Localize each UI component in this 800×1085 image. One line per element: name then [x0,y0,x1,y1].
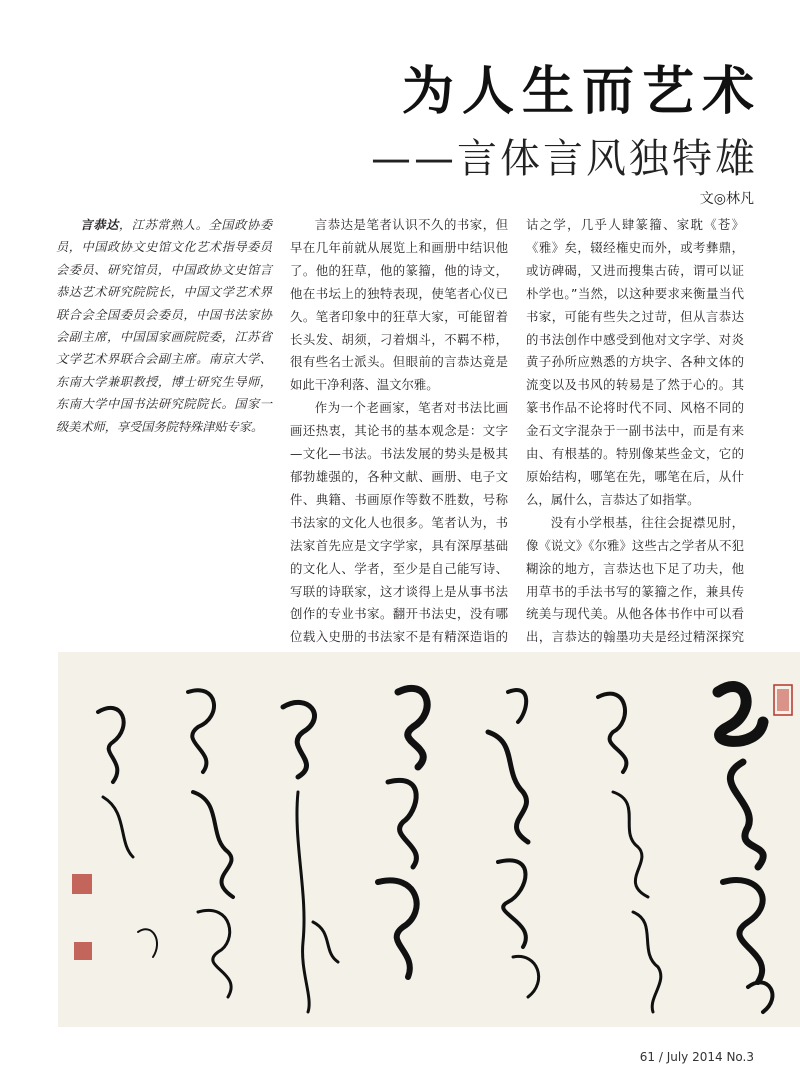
bio-text: ，江苏常熟人。全国政协委员，中国政协文史馆文化艺术指导委员会委员、研究馆员，中国政协文史馆言恭达艺术研究院院长，中国文学艺术界联合会全国委员会委员，中国书法家协会副主席，中国国家画院院委，江苏省文学艺术界联合会副主席。南京大学、东南大学兼职教授，博士研究生导师，东南大学中国书法研究院院长。国家一级美术师，享受国务院特殊津贴专家。 [56,218,273,434]
paragraph: 没有小学根基，往往会捉襟见肘，像《说文》《尔雅》这些古之学者从不犯糊涂的地方，言恭达也下足了功夫，他用草书的手法书写的篆籀之作，兼具传统美与现代美。从他各体书作中可以看出，言恭达的翰墨功夫是经过精深探究 [526,514,744,645]
article-subtitle: ——言体言风独特雄 [371,136,758,182]
author-bio-column [56,214,272,438]
author-byline: 文◎林凡 [699,191,754,207]
page-footer: 61 / July 2014 No.3 [639,1050,754,1064]
paragraph: 言恭达是笔者认识不久的书家，但早在几年前就从展览上和画册中结识他了。他的狂草，他的篆籀，他的诗文，他在书坛上的独特表现，使笔者心仪已久。笔者印象中的狂草大家，可能留着长头发、胡须，刁着烟斗，不羁不栉，很有些名士派头。但眼前的言恭达竟是如此干净利落、温文尔雅。 [290,217,508,393]
article-title: 为人生而艺术 [401,62,762,122]
body-column-2 [290,214,508,718]
calligraphy-scroll-icon [58,652,800,1027]
body-column-3 [526,214,744,695]
bio-name: 言恭达 [80,218,119,232]
paragraph: 作为一个老画家，笔者对书法比画画还热衷，其论书的基本观念是：文字—文化—书法。书法发展的势头是极其郁勃雄强的，各种文献、画册、电子文件、典籍、书画原作等数不胜数，号称书法家的文化人也很多。笔者认为，书法家首先应是文字学家，具有深厚基础的文化人、学者，至少是自己能写诗、写联的诗联家，这才谈得上是从事书法创作的专业书家。翻开书法史，没有哪位载入史册的书法家不是有精深造诣的 [290,400,508,645]
paragraph: 诂之学，几乎人肆篆籀、家耽《苍》《雅》矣，辍经権史而外，或考彝鼎，或访碑碣，又进而搜集古砖，谓可以证朴学也。”当然，以这种要求来衡量当代书家，可能有些失之过苛，但从言恭达的书法创作中感受到他对文字学、对炎黄子孙所应熟悉的方块字、各种文体的流变以及书风的转易是了然于心的。其篆书作品不论将时代不同、风格不同的金石文字混杂于一副书法中，而是有来由、有根基的。特别像某些金文，它的原始结构，哪笔在先，哪笔在后，从什么，属什么，言恭达了如指掌。 [526,217,744,507]
calligraphy-artwork [58,652,800,1027]
